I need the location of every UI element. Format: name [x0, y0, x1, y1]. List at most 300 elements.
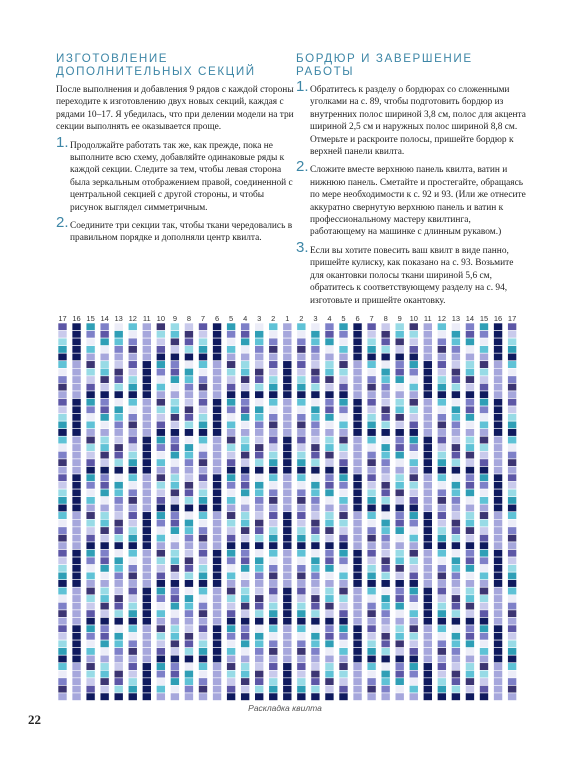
fabric-cell — [241, 534, 250, 542]
fabric-cell — [494, 655, 503, 663]
fabric-cell — [494, 482, 503, 490]
fabric-cell — [170, 663, 179, 671]
fabric-cell — [494, 406, 503, 414]
fabric-cell — [437, 466, 446, 474]
fabric-cell — [184, 482, 193, 490]
fabric-cell — [128, 685, 137, 693]
fabric-cell — [170, 557, 179, 565]
fabric-cell — [170, 512, 179, 520]
fabric-cell — [465, 489, 474, 497]
fabric-cell — [114, 482, 123, 490]
fabric-cell — [494, 376, 503, 384]
fabric-cell — [465, 685, 474, 693]
fabric-cell — [395, 436, 404, 444]
fabric-cell — [58, 685, 67, 693]
fabric-cell — [437, 414, 446, 422]
fabric-cell — [339, 459, 348, 467]
fabric-cell — [100, 459, 109, 467]
fabric-cell — [241, 466, 250, 474]
fabric-cell — [213, 640, 222, 648]
fabric-cell — [353, 361, 362, 369]
fabric-cell — [353, 346, 362, 354]
fabric-cell — [297, 451, 306, 459]
fabric-cell — [423, 595, 432, 603]
fabric-cell — [494, 565, 503, 573]
fabric-cell — [227, 519, 236, 527]
fabric-cell — [409, 466, 418, 474]
fabric-cell — [494, 519, 503, 527]
fabric-cell — [170, 655, 179, 663]
fabric-strip — [255, 323, 264, 701]
fabric-cell — [72, 346, 81, 354]
fabric-cell — [86, 361, 95, 369]
fabric-cell — [465, 587, 474, 595]
fabric-cell — [311, 489, 320, 497]
fabric-cell — [311, 633, 320, 641]
fabric-cell — [480, 474, 489, 482]
fabric-cell — [283, 527, 292, 535]
fabric-cell — [114, 504, 123, 512]
fabric-cell — [255, 640, 264, 648]
fabric-cell — [353, 406, 362, 414]
fabric-cell — [199, 391, 208, 399]
fabric-cell — [255, 648, 264, 656]
fabric-cell — [128, 617, 137, 625]
fabric-cell — [86, 444, 95, 452]
fabric-cell — [423, 602, 432, 610]
fabric-cell — [423, 474, 432, 482]
fabric-cell — [199, 550, 208, 558]
fabric-cell — [170, 459, 179, 467]
fabric-cell — [465, 648, 474, 656]
fabric-cell — [156, 391, 165, 399]
fabric-cell — [170, 353, 179, 361]
fabric-cell — [381, 519, 390, 527]
fabric-cell — [269, 451, 278, 459]
fabric-cell — [142, 550, 151, 558]
fabric-cell — [508, 482, 517, 490]
fabric-cell — [142, 602, 151, 610]
fabric-cell — [311, 406, 320, 414]
column-label: 6 — [214, 314, 220, 323]
fabric-cell — [423, 685, 432, 693]
fabric-cell — [86, 527, 95, 535]
fabric-cell — [339, 421, 348, 429]
fabric-cell — [395, 617, 404, 625]
fabric-cell — [86, 580, 95, 588]
fabric-cell — [508, 444, 517, 452]
fabric-cell — [184, 595, 193, 603]
fabric-cell — [508, 353, 517, 361]
fabric-cell — [199, 512, 208, 520]
fabric-cell — [283, 361, 292, 369]
fabric-cell — [241, 519, 250, 527]
fabric-cell — [423, 383, 432, 391]
fabric-cell — [423, 519, 432, 527]
fabric-cell — [508, 338, 517, 346]
fabric-cell — [395, 331, 404, 339]
fabric-cell — [227, 693, 236, 701]
fabric-cell — [184, 474, 193, 482]
fabric-cell — [72, 670, 81, 678]
fabric-cell — [241, 602, 250, 610]
fabric-cell — [199, 617, 208, 625]
fabric-cell — [255, 451, 264, 459]
fabric-cell — [86, 459, 95, 467]
fabric-cell — [184, 534, 193, 542]
fabric-cell — [100, 414, 109, 422]
fabric-cell — [395, 444, 404, 452]
fabric-cell — [325, 693, 334, 701]
fabric-cell — [199, 504, 208, 512]
intro-paragraph: После выполнения и добавления 9 рядов с каждой стороны переходите к изготовлению двух новых секций, каждая с рядами 10–17. Я убедилась, что при делении модели на три секции выполнять ее оказывается проще. — [56, 85, 294, 133]
fabric-cell — [465, 353, 474, 361]
fabric-cell — [409, 550, 418, 558]
fabric-cell — [494, 580, 503, 588]
fabric-cell — [297, 421, 306, 429]
fabric-strip — [465, 323, 474, 701]
fabric-cell — [283, 663, 292, 671]
fabric-cell — [255, 534, 264, 542]
fabric-cell — [128, 587, 137, 595]
fabric-cell — [241, 474, 250, 482]
fabric-cell — [114, 436, 123, 444]
fabric-cell — [283, 391, 292, 399]
fabric-cell — [86, 331, 95, 339]
fabric-cell — [199, 444, 208, 452]
fabric-cell — [423, 512, 432, 520]
fabric-cell — [465, 459, 474, 467]
fabric-cell — [255, 610, 264, 618]
fabric-cell — [170, 542, 179, 550]
fabric-cell — [241, 625, 250, 633]
fabric-cell — [451, 557, 460, 565]
fabric-strip — [213, 323, 222, 701]
fabric-cell — [100, 444, 109, 452]
fabric-cell — [128, 331, 137, 339]
fabric-cell — [451, 338, 460, 346]
fabric-cell — [184, 323, 193, 331]
fabric-cell — [395, 512, 404, 520]
fabric-cell — [367, 527, 376, 535]
fabric-cell — [241, 693, 250, 701]
fabric-cell — [409, 557, 418, 565]
fabric-cell — [395, 519, 404, 527]
fabric-cell — [142, 368, 151, 376]
fabric-cell — [325, 633, 334, 641]
fabric-cell — [451, 406, 460, 414]
list-number: 2. — [296, 158, 309, 176]
fabric-cell — [297, 376, 306, 384]
fabric-cell — [423, 663, 432, 671]
fabric-cell — [58, 497, 67, 505]
fabric-cell — [367, 338, 376, 346]
fabric-cell — [339, 580, 348, 588]
fabric-cell — [142, 474, 151, 482]
fabric-cell — [72, 421, 81, 429]
fabric-cell — [72, 497, 81, 505]
fabric-cell — [227, 557, 236, 565]
fabric-cell — [367, 534, 376, 542]
fabric-cell — [339, 610, 348, 618]
fabric-cell — [311, 527, 320, 535]
fabric-cell — [423, 625, 432, 633]
fabric-cell — [409, 391, 418, 399]
fabric-cell — [100, 383, 109, 391]
fabric-cell — [395, 655, 404, 663]
fabric-cell — [409, 353, 418, 361]
fabric-cell — [269, 383, 278, 391]
fabric-cell — [100, 693, 109, 701]
fabric-cell — [367, 587, 376, 595]
fabric-cell — [156, 414, 165, 422]
fabric-cell — [227, 474, 236, 482]
fabric-cell — [170, 519, 179, 527]
fabric-cell — [58, 678, 67, 686]
fabric-cell — [353, 338, 362, 346]
fabric-cell — [128, 399, 137, 407]
fabric-cell — [128, 504, 137, 512]
fabric-cell — [142, 648, 151, 656]
fabric-cell — [353, 655, 362, 663]
fabric-cell — [395, 361, 404, 369]
fabric-cell — [213, 625, 222, 633]
fabric-cell — [480, 587, 489, 595]
fabric-cell — [423, 361, 432, 369]
fabric-cell — [409, 368, 418, 376]
fabric-cell — [465, 633, 474, 641]
fabric-cell — [241, 376, 250, 384]
fabric-cell — [269, 587, 278, 595]
fabric-cell — [156, 399, 165, 407]
fabric-cell — [297, 459, 306, 467]
fabric-cell — [311, 331, 320, 339]
fabric-cell — [480, 572, 489, 580]
fabric-cell — [480, 663, 489, 671]
fabric-cell — [283, 414, 292, 422]
fabric-cell — [437, 361, 446, 369]
fabric-cell — [100, 331, 109, 339]
fabric-cell — [325, 580, 334, 588]
fabric-cell — [213, 534, 222, 542]
fabric-cell — [227, 451, 236, 459]
fabric-cell — [213, 595, 222, 603]
fabric-cell — [241, 406, 250, 414]
fabric-cell — [381, 550, 390, 558]
fabric-cell — [213, 693, 222, 701]
fabric-cell — [128, 550, 137, 558]
fabric-cell — [156, 617, 165, 625]
fabric-cell — [451, 572, 460, 580]
fabric-cell — [381, 353, 390, 361]
fabric-cell — [395, 595, 404, 603]
fabric-cell — [227, 625, 236, 633]
fabric-cell — [156, 595, 165, 603]
fabric-cell — [156, 655, 165, 663]
fabric-cell — [114, 595, 123, 603]
fabric-cell — [311, 474, 320, 482]
fabric-cell — [353, 391, 362, 399]
fabric-cell — [156, 693, 165, 701]
fabric-cell — [255, 368, 264, 376]
fabric-cell — [480, 602, 489, 610]
fabric-cell — [423, 421, 432, 429]
fabric-cell — [269, 331, 278, 339]
fabric-cell — [508, 399, 517, 407]
fabric-cell — [86, 406, 95, 414]
list-item-text: Продолжайте работать так же, как прежде, пока не выполните всю схему, добавляйте одинаковые ряды к каждой секции. Следите за тем, чтобы левая сторона была зеркальным отображением правой, соединенной с центральной секцией с другой стороны, и чтобы рисунок выглядел симметричным. — [70, 140, 293, 213]
fabric-cell — [508, 391, 517, 399]
fabric-cell — [142, 383, 151, 391]
fabric-cell — [72, 550, 81, 558]
fabric-cell — [269, 406, 278, 414]
fabric-cell — [465, 602, 474, 610]
fabric-cell — [437, 482, 446, 490]
fabric-cell — [409, 376, 418, 384]
fabric-cell — [184, 633, 193, 641]
fabric-cell — [353, 353, 362, 361]
fabric-cell — [381, 399, 390, 407]
fabric-cell — [480, 633, 489, 641]
fabric-cell — [409, 685, 418, 693]
fabric-cell — [213, 670, 222, 678]
fabric-cell — [283, 595, 292, 603]
fabric-cell — [114, 678, 123, 686]
fabric-cell — [480, 527, 489, 535]
fabric-cell — [395, 572, 404, 580]
fabric-cell — [437, 655, 446, 663]
fabric-cell — [58, 323, 67, 331]
fabric-cell — [269, 655, 278, 663]
fabric-cell — [184, 368, 193, 376]
fabric-cell — [325, 663, 334, 671]
fabric-cell — [381, 663, 390, 671]
fabric-cell — [86, 482, 95, 490]
fabric-cell — [451, 331, 460, 339]
fabric-cell — [156, 361, 165, 369]
fabric-cell — [423, 391, 432, 399]
fabric-cell — [297, 466, 306, 474]
fabric-cell — [423, 504, 432, 512]
column-label: 17 — [58, 314, 67, 323]
fabric-cell — [325, 670, 334, 678]
fabric-cell — [451, 353, 460, 361]
fabric-strip — [241, 323, 250, 701]
fabric-cell — [184, 353, 193, 361]
fabric-cell — [311, 580, 320, 588]
fabric-cell — [367, 376, 376, 384]
fabric-cell — [297, 331, 306, 339]
fabric-cell — [255, 655, 264, 663]
fabric-cell — [100, 595, 109, 603]
fabric-cell — [269, 527, 278, 535]
fabric-cell — [114, 338, 123, 346]
fabric-cell — [409, 693, 418, 701]
fabric-cell — [409, 534, 418, 542]
fabric-cell — [86, 436, 95, 444]
fabric-cell — [170, 368, 179, 376]
fabric-cell — [437, 610, 446, 618]
fabric-cell — [494, 640, 503, 648]
fabric-cell — [311, 648, 320, 656]
fabric-cell — [227, 391, 236, 399]
fabric-cell — [423, 550, 432, 558]
fabric-cell — [311, 655, 320, 663]
fabric-cell — [353, 399, 362, 407]
column-label: 4 — [243, 314, 248, 323]
fabric-cell — [255, 383, 264, 391]
fabric-cell — [100, 504, 109, 512]
fabric-cell — [311, 414, 320, 422]
fabric-cell — [353, 436, 362, 444]
fabric-cell — [58, 346, 67, 354]
fabric-cell — [325, 444, 334, 452]
fabric-cell — [58, 602, 67, 610]
fabric-cell — [395, 670, 404, 678]
fabric-cell — [199, 323, 208, 331]
fabric-cell — [58, 663, 67, 671]
fabric-cell — [480, 625, 489, 633]
fabric-cell — [170, 421, 179, 429]
fabric-cell — [227, 353, 236, 361]
fabric-cell — [409, 338, 418, 346]
fabric-cell — [199, 625, 208, 633]
fabric-cell — [283, 451, 292, 459]
fabric-cell — [58, 399, 67, 407]
fabric-cell — [494, 361, 503, 369]
fabric-cell — [72, 648, 81, 656]
fabric-cell — [395, 640, 404, 648]
fabric-strip — [100, 323, 109, 701]
fabric-cell — [353, 663, 362, 671]
fabric-cell — [184, 331, 193, 339]
fabric-cell — [227, 542, 236, 550]
fabric-cell — [353, 633, 362, 641]
fabric-cell — [114, 368, 123, 376]
fabric-cell — [114, 451, 123, 459]
fabric-cell — [199, 482, 208, 490]
fabric-cell — [423, 406, 432, 414]
fabric-cell — [114, 399, 123, 407]
fabric-cell — [381, 474, 390, 482]
fabric-cell — [311, 361, 320, 369]
fabric-cell — [339, 504, 348, 512]
fabric-cell — [170, 429, 179, 437]
column-label: 5 — [229, 314, 234, 323]
fabric-cell — [114, 550, 123, 558]
fabric-cell — [199, 655, 208, 663]
fabric-cell — [199, 338, 208, 346]
fabric-cell — [72, 685, 81, 693]
fabric-cell — [86, 368, 95, 376]
fabric-cell — [465, 399, 474, 407]
fabric-cell — [297, 323, 306, 331]
fabric-cell — [311, 504, 320, 512]
fabric-cell — [339, 451, 348, 459]
fabric-cell — [86, 474, 95, 482]
fabric-cell — [339, 534, 348, 542]
fabric-cell — [297, 429, 306, 437]
fabric-cell — [114, 617, 123, 625]
fabric-cell — [465, 482, 474, 490]
fabric-cell — [409, 399, 418, 407]
fabric-cell — [241, 648, 250, 656]
fabric-cell — [465, 466, 474, 474]
fabric-cell — [199, 414, 208, 422]
fabric-cell — [269, 489, 278, 497]
fabric-cell — [339, 655, 348, 663]
fabric-cell — [156, 587, 165, 595]
